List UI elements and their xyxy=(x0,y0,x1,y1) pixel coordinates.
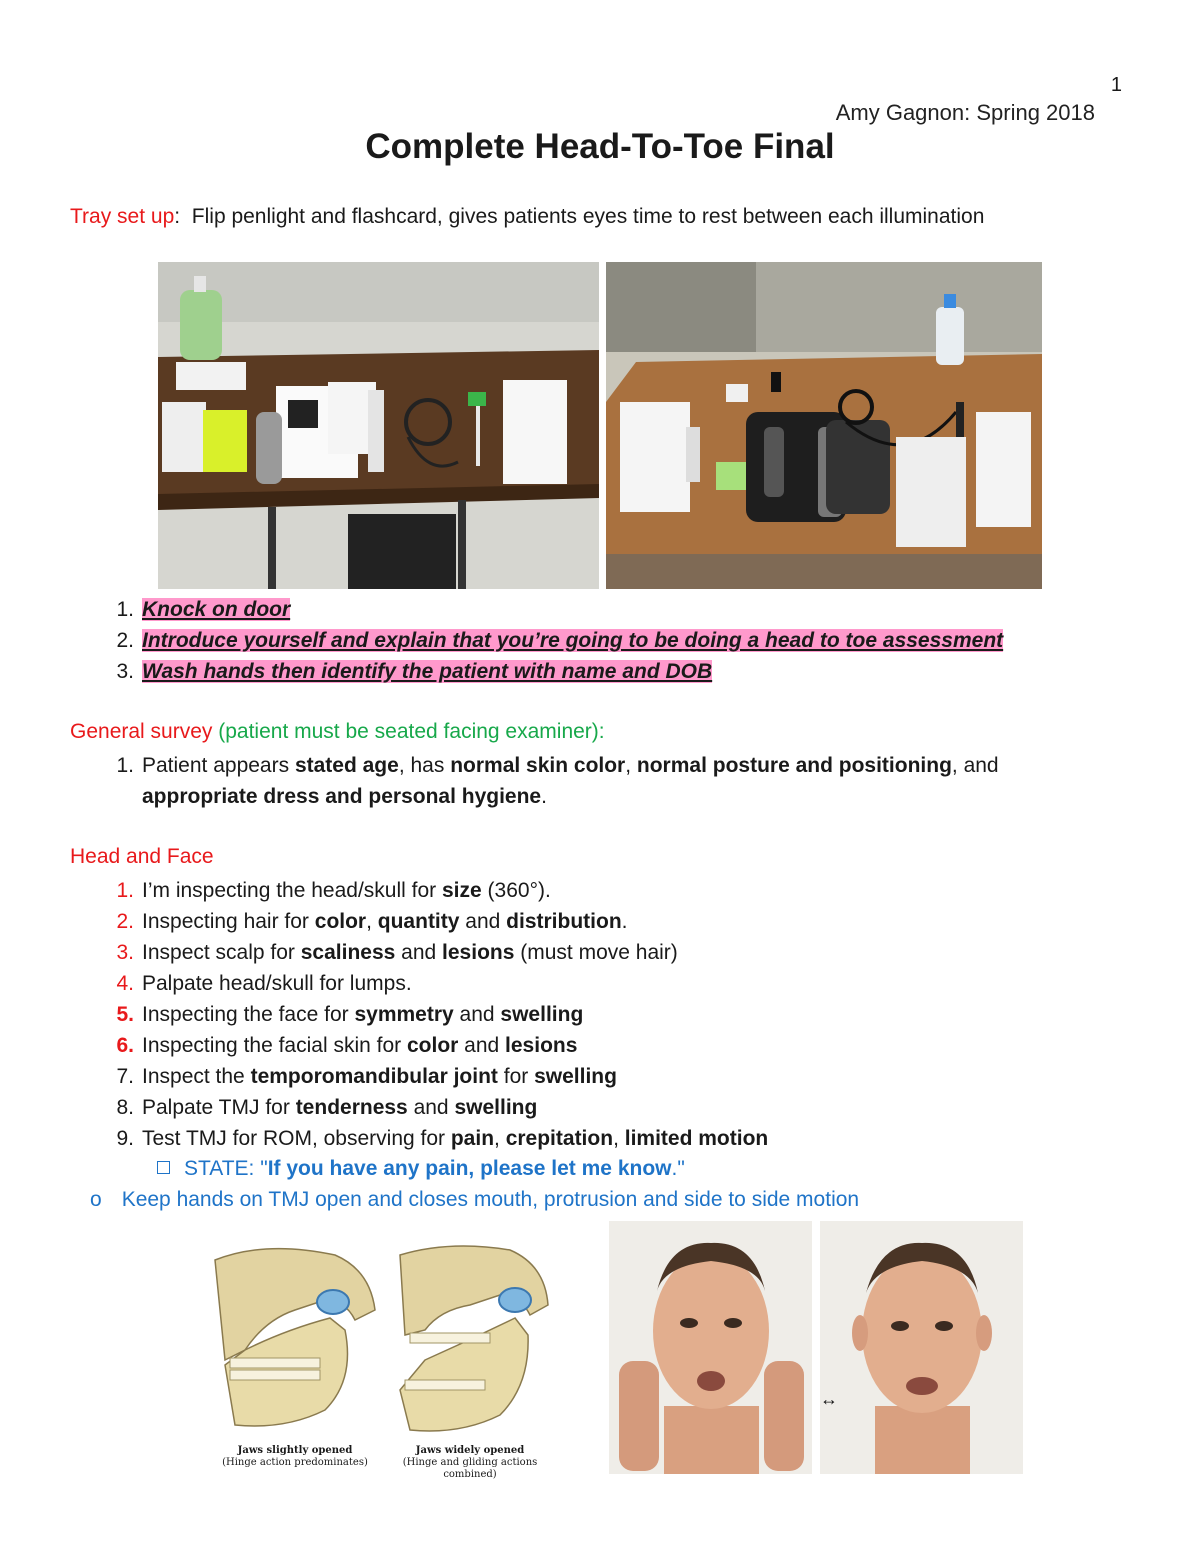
text: , xyxy=(494,1127,506,1150)
jaw-illustration-widely-opened xyxy=(380,1240,560,1480)
text: Inspecting the facial skin for xyxy=(142,1034,407,1057)
intro-steps xyxy=(116,594,1004,687)
item-number: 1. xyxy=(116,754,134,777)
jaw-anatomy-icon xyxy=(380,1240,560,1440)
general-survey-list xyxy=(116,750,999,812)
text: . xyxy=(621,910,628,933)
list-item xyxy=(116,594,1003,625)
text: . xyxy=(541,785,547,808)
text: Test TMJ for ROM, observing for xyxy=(142,1127,451,1150)
jaw-anatomy-icon xyxy=(205,1240,385,1440)
list-item xyxy=(116,906,768,937)
step-text: Knock on door xyxy=(142,598,291,621)
text: for xyxy=(497,1065,535,1088)
author-line: Amy Gagnon: Spring 2018 xyxy=(835,100,1095,125)
state-prefix: STATE: " xyxy=(184,1157,268,1180)
text: and xyxy=(458,1034,506,1057)
keep-hands-text: Keep hands on TMJ open and closes mouth, protrusion and side to side motion xyxy=(121,1188,860,1211)
text: and xyxy=(459,910,507,933)
list-item xyxy=(116,625,1004,656)
step-text: Introduce yourself and explain that you’re going to be doing a head to toe assessment xyxy=(142,629,1004,652)
text: Patient appears xyxy=(142,754,295,777)
face-palpation-icon xyxy=(609,1221,812,1474)
tray-photo-1 xyxy=(158,262,599,589)
text: Palpate TMJ for xyxy=(142,1096,296,1119)
tray-setup-text: Flip penlight and flashcard, gives patients eyes time to rest between each illumination xyxy=(191,205,985,228)
general-survey-heading xyxy=(70,720,605,744)
list-item xyxy=(116,1092,768,1123)
item-number: 8. xyxy=(116,1096,134,1119)
list-item xyxy=(116,1061,768,1092)
text: and xyxy=(453,1003,501,1026)
text: Inspecting the face for xyxy=(142,1003,355,1026)
page-title: Complete Head-To-Toe Final xyxy=(365,127,835,166)
text: and xyxy=(407,1096,455,1119)
keep-hands-line xyxy=(90,1188,859,1212)
bold-text: swelling xyxy=(500,1003,584,1026)
item-number: 9. xyxy=(116,1127,134,1150)
bold-text: symmetry xyxy=(354,1003,454,1026)
item-number: 5. xyxy=(116,1003,134,1026)
tray-photo-2 xyxy=(606,262,1042,589)
bold-text: stated age xyxy=(294,754,399,777)
jaw-caption-1-sub: (Hinge action predominates) xyxy=(222,1457,368,1468)
item-number: 1. xyxy=(116,879,134,902)
item-number: 3. xyxy=(116,941,134,964)
jaw-illustration-slightly-opened xyxy=(205,1240,385,1470)
bold-text: normal posture and positioning xyxy=(636,754,952,777)
bold-text: lesions xyxy=(505,1034,578,1057)
list-item xyxy=(116,1123,769,1154)
bold-text: limited motion xyxy=(624,1127,769,1150)
text: Inspect scalp for xyxy=(142,941,301,964)
item-number: 7. xyxy=(116,1065,134,1088)
bold-text: appropriate dress and personal hygiene xyxy=(142,785,542,808)
text: , and xyxy=(951,754,999,777)
list-item xyxy=(116,999,768,1030)
bold-text: tenderness xyxy=(295,1096,408,1119)
jaw-caption-2-sub: (Hinge and gliding actions combined) xyxy=(402,1457,538,1480)
bold-text: color xyxy=(314,910,367,933)
tmj-palpation-photo xyxy=(609,1221,812,1474)
tray-photo-1-illustration xyxy=(158,262,599,589)
bold-text: size xyxy=(442,879,482,902)
page-number: 1 xyxy=(1110,74,1122,96)
tmj-open-mouth-photo xyxy=(820,1221,1023,1474)
bold-text: crepitation xyxy=(505,1127,614,1150)
tray-setup-colon: : xyxy=(174,205,181,228)
item-number: 2. xyxy=(116,910,134,933)
bold-text: swelling xyxy=(454,1096,538,1119)
list-item xyxy=(116,937,768,968)
text: and xyxy=(395,941,443,964)
list-item xyxy=(116,750,999,781)
bold-text: pain xyxy=(450,1127,495,1150)
text: Palpate head/skull for lumps. xyxy=(142,972,412,995)
circle-bullet: o xyxy=(90,1188,102,1211)
text: , has xyxy=(398,754,451,777)
step-number: 3. xyxy=(116,660,134,683)
bold-text: swelling xyxy=(534,1065,617,1088)
item-number: 6. xyxy=(116,1034,134,1057)
text: (360°). xyxy=(481,879,551,902)
bold-text: normal skin color xyxy=(450,754,626,777)
state-suffix: ." xyxy=(671,1157,685,1180)
list-item xyxy=(116,875,768,906)
bold-text: quantity xyxy=(377,910,460,933)
step-number: 1. xyxy=(116,598,134,621)
jaw-caption-2-title: Jaws widely opened xyxy=(415,1445,525,1456)
head-face-list xyxy=(116,875,769,1154)
tray-setup-label: Tray set up xyxy=(70,205,175,228)
text: , xyxy=(625,754,637,777)
text: I’m inspecting the head/skull for xyxy=(142,879,442,902)
bold-text: color xyxy=(406,1034,459,1057)
general-survey-note: (patient must be seated facing examiner): xyxy=(218,720,605,743)
bold-text: distribution xyxy=(506,910,622,933)
list-item xyxy=(116,1030,768,1061)
jaw-caption-1-title: Jaws slightly opened xyxy=(237,1445,353,1456)
face-open-mouth-icon xyxy=(820,1221,1023,1474)
text: (must move hair) xyxy=(514,941,678,964)
jaw-caption-1 xyxy=(205,1445,385,1469)
bold-text: lesions xyxy=(442,941,515,964)
tray-setup-line xyxy=(70,205,984,229)
step-number: 2. xyxy=(116,629,134,652)
double-arrow-icon: ↔ xyxy=(820,1389,838,1409)
text: Inspect the xyxy=(142,1065,251,1088)
head-face-heading: Head and Face xyxy=(70,845,214,868)
general-survey-title: General survey xyxy=(70,720,213,743)
list-item xyxy=(116,968,768,999)
text: , xyxy=(613,1127,625,1150)
text: , xyxy=(366,910,378,933)
step-text: Wash hands then identify the patient with name and DOB xyxy=(142,660,713,683)
list-item xyxy=(116,656,1003,687)
bold-text: scaliness xyxy=(300,941,396,964)
list-item-continuation xyxy=(142,781,999,812)
checkbox-bullet-icon xyxy=(157,1161,170,1174)
item-number: 4. xyxy=(116,972,134,995)
jaw-caption-2 xyxy=(380,1445,560,1481)
state-quote: If you have any pain, please let me know xyxy=(267,1157,672,1180)
state-line xyxy=(157,1157,685,1181)
text: Inspecting hair for xyxy=(142,910,315,933)
tray-photo-2-illustration xyxy=(606,262,1042,589)
bold-text: temporomandibular joint xyxy=(250,1065,498,1088)
